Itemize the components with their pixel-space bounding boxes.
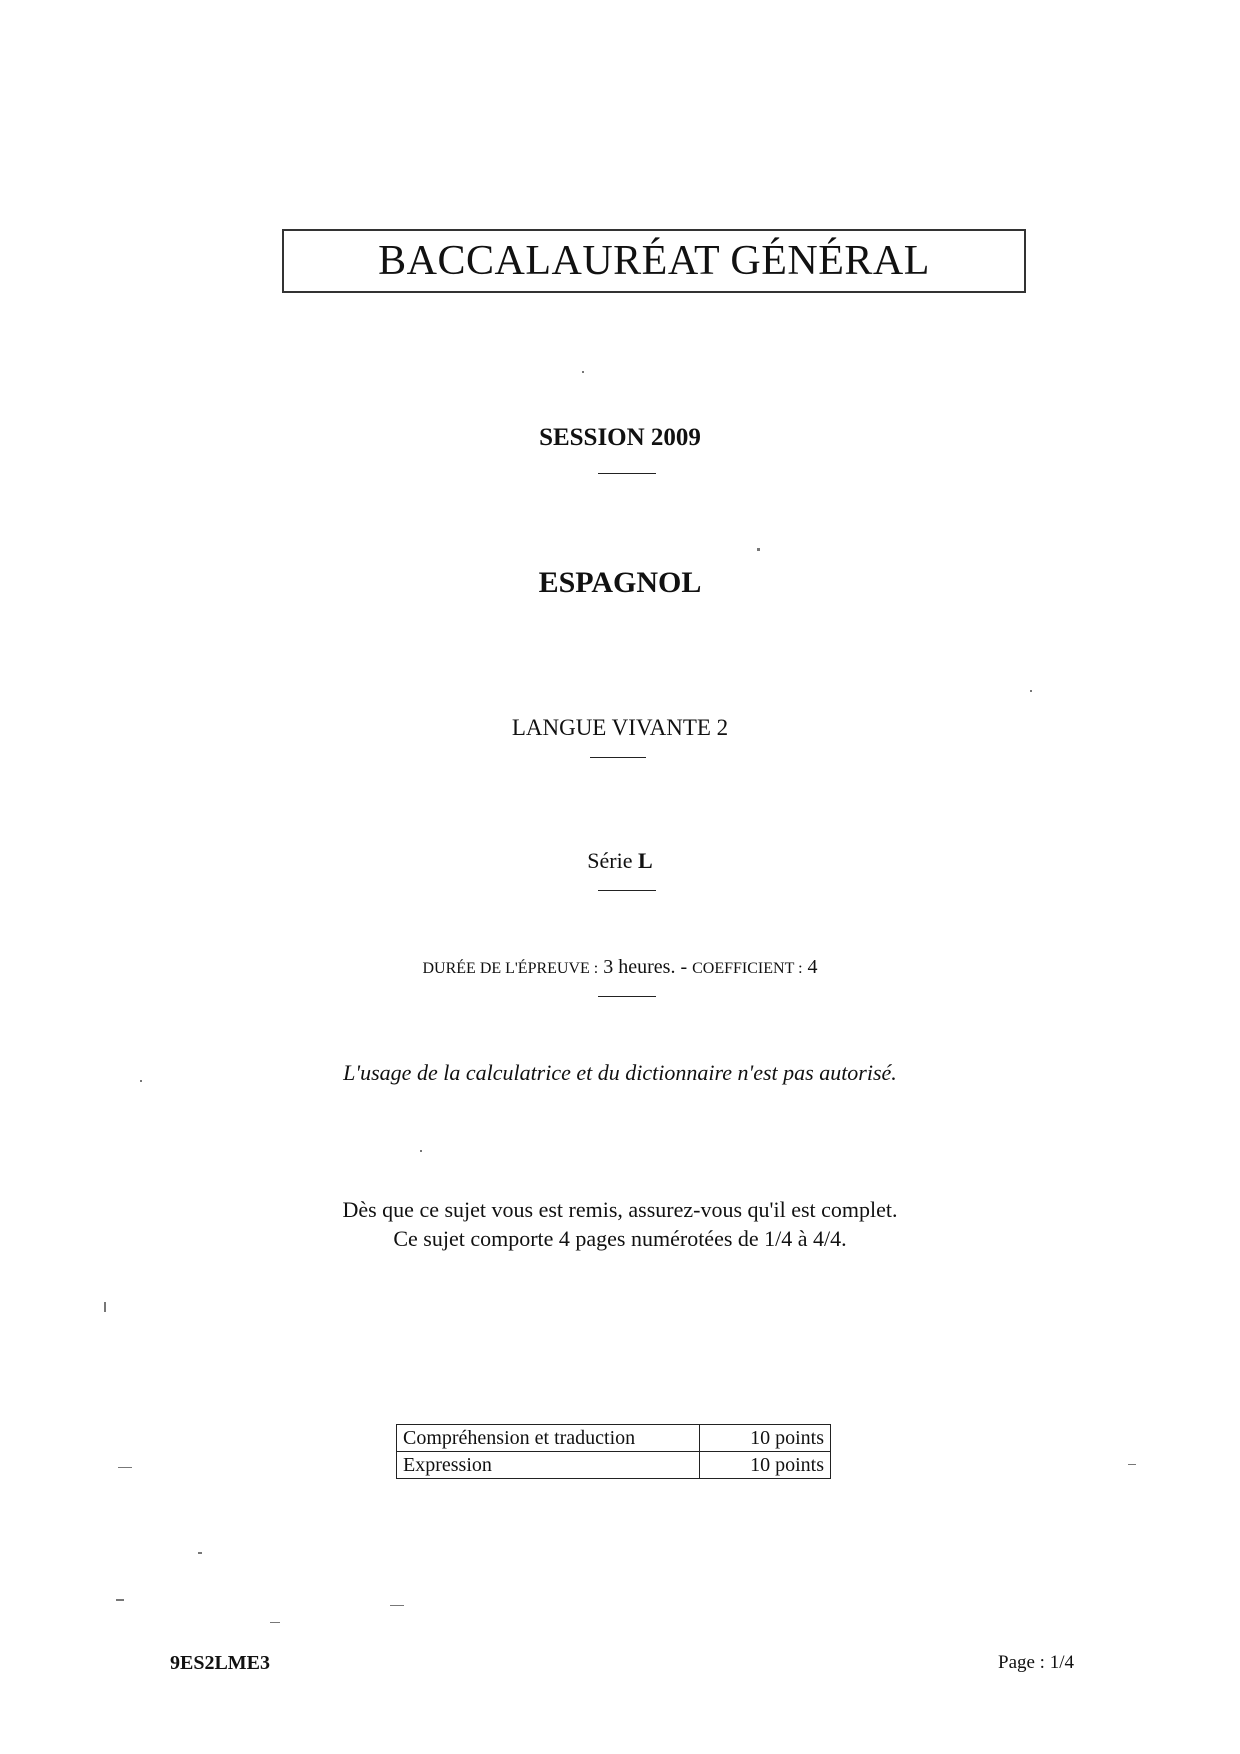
- section-name: Expression: [397, 1452, 700, 1479]
- serie-prefix: Série: [587, 848, 633, 873]
- title-box: [282, 229, 1026, 293]
- page-number: Page : 1/4: [998, 1652, 1074, 1673]
- session-label: SESSION 2009: [539, 424, 701, 451]
- scan-speck: [420, 1150, 422, 1152]
- scan-speck: [118, 1467, 132, 1468]
- scan-speck: [198, 1552, 202, 1554]
- scan-speck: [104, 1302, 106, 1312]
- scan-speck: [582, 371, 584, 373]
- subject-code: 9ES2LME3: [170, 1652, 271, 1674]
- scan-speck: [140, 1080, 142, 1082]
- usage-note: L'usage de la calculatrice et du dictionnaire n'est pas autorisé.: [343, 1060, 897, 1085]
- section-points: 10 points: [700, 1425, 831, 1452]
- serie-line: [0, 848, 1240, 874]
- duration-line: [0, 956, 1240, 979]
- serie-value: L: [638, 848, 653, 873]
- scan-speck: [1128, 1464, 1136, 1465]
- duration-label: DURÉE DE L'ÉPREUVE :: [422, 960, 599, 977]
- divider: [598, 473, 656, 474]
- section-name: Compréhension et traduction: [397, 1425, 700, 1452]
- subject-title: ESPAGNOL: [538, 566, 702, 599]
- divider: [598, 996, 656, 997]
- divider: [598, 890, 656, 891]
- duration-separator: -: [680, 956, 688, 978]
- table-row: [397, 1452, 831, 1479]
- notice: [0, 1195, 1240, 1253]
- scan-speck: [1030, 690, 1032, 692]
- notice-line-2: Ce sujet comporte 4 pages numérotées de 1/4 à 4/4.: [393, 1226, 847, 1251]
- table-row: [397, 1425, 831, 1452]
- points-table: [396, 1424, 831, 1479]
- exam-title: BACCALAURÉAT GÉNÉRAL: [378, 238, 930, 284]
- scan-speck: [270, 1622, 280, 1623]
- notice-line-1: Dès que ce sujet vous est remis, assurez-vous qu'il est complet.: [342, 1197, 898, 1222]
- divider: [590, 757, 646, 758]
- scan-speck: [116, 1599, 124, 1601]
- coefficient-value: 4: [807, 956, 818, 978]
- section-points: 10 points: [700, 1452, 831, 1479]
- scan-speck: [757, 548, 760, 551]
- coefficient-label: COEFFICIENT :: [692, 960, 803, 977]
- language-level: LANGUE VIVANTE 2: [511, 715, 729, 740]
- duration-value: 3 heures.: [603, 956, 676, 978]
- scan-speck: [390, 1605, 404, 1606]
